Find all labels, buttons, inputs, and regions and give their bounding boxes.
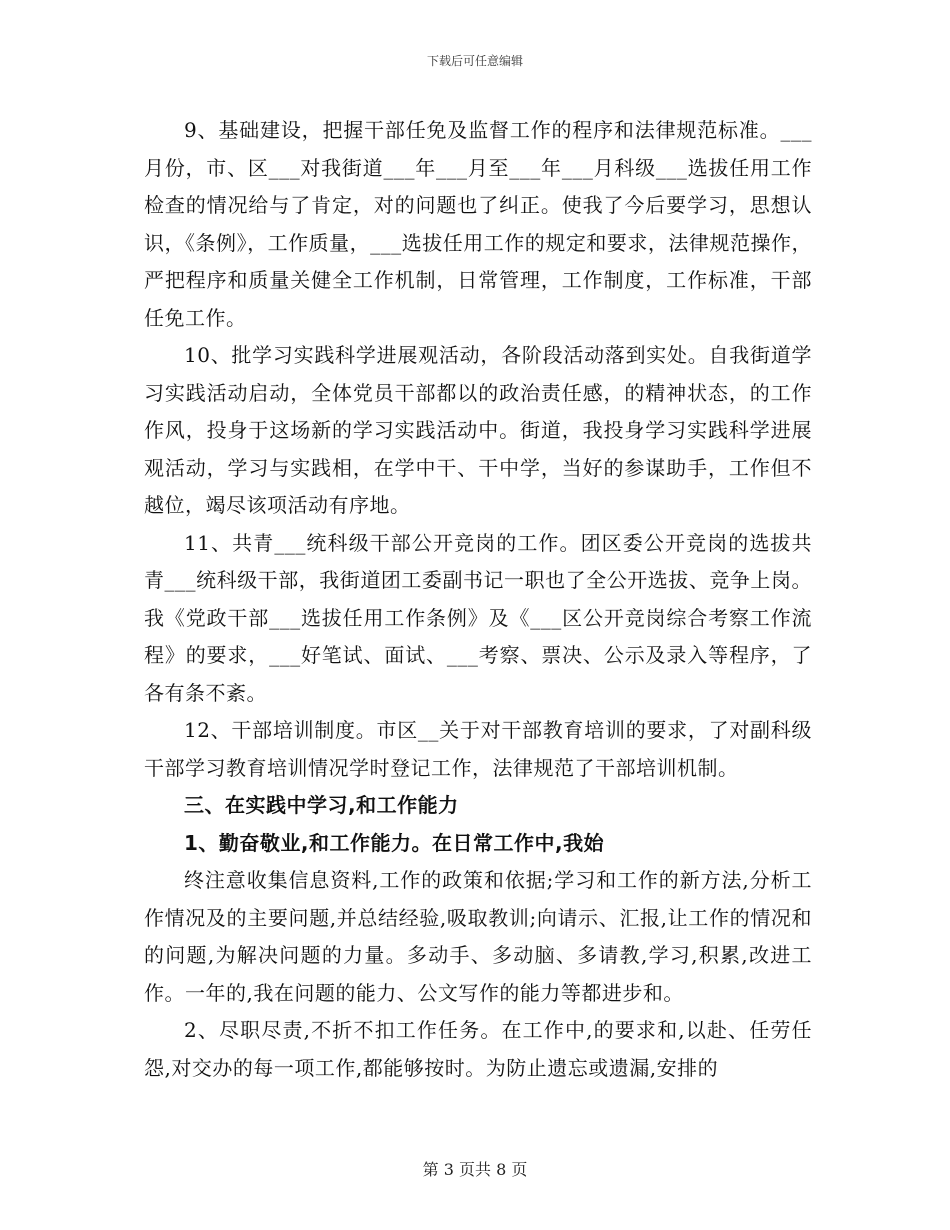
paragraph-continuation: 终注意收集信息资料,工作的政策和依据;学习和工作的新方法,分析工作情况及的主要问题,并总结经验,吸取教训;向请示、汇报,让工作的情况和的问题,为解决问题的力量。多动手、多动脑、多请教,学习,积累,改进工作。一年的,我在问题的能力、公文写作的能力等都进步和。 (144, 868, 812, 1005)
paragraph-10: 10、批学习实践科学进展观活动，各阶段活动落到实处。自我街道学习实践活动启动，全体党员干部都以的政治责任感，的精神状态，的工作作风，投身于这场新的学习实践活动中。街道，我投身学习实践科学进展观活动，学习与实践相，在学中干、干中学，当好的参谋助手，工作但不越位，竭尽该项活动有序地。 (144, 343, 812, 517)
paragraph-2: 2、尽职尽责,不折不扣工作任务。在工作中,的要求和,以赴、任劳任怨,对交办的每一项工作,都能够按时。为防止遗忘或遗漏,安排的 (144, 1018, 812, 1080)
paragraph-9: 9、基础建设，把握干部任免及监督工作的程序和法律规范标准。___月份，市、区___对我街道___年___月至___年___月科级___选拔任用工作检查的情况给与了肯定，对的问题也了纠正。使我了今后要学习，思想认识，《条例》，工作质量，___选拔任用工作的规定和要求，法律规范操作，严把程序和质量关健全工作机制，日常管理，工作制度，工作标准，干部任免工作。 (144, 118, 812, 330)
paragraph-12: 12、干部培训制度。市区__关于对干部教育培训的要求，了对副科级干部学习教育培训情况学时登记工作，法律规范了干部培训机制。 (144, 718, 812, 780)
section-heading: 三、在实践中学习,和工作能力 (184, 793, 459, 817)
page-number: 第 3 页共 8 页 (422, 1160, 528, 1179)
document-body (144, 112, 812, 1087)
subsection-heading: 1、勤奋敬业,和工作能力。在日常工作中,我始 (184, 830, 605, 855)
page-header: 下载后可任意编辑 (426, 54, 523, 68)
paragraph-11: 11、共青___统科级干部公开竞岗的工作。团区委公开竞岗的选拔共青___统科级干部，我街道团工委副书记一职也了全公开选拔、竞争上岗。我《党政干部___选拔任用工作条例》及《___区公开竞岗综合考察工作流程》的要求，___好笔试、面试、___考察、票决、公示及录入等程序，了各有条不紊。 (144, 530, 812, 705)
